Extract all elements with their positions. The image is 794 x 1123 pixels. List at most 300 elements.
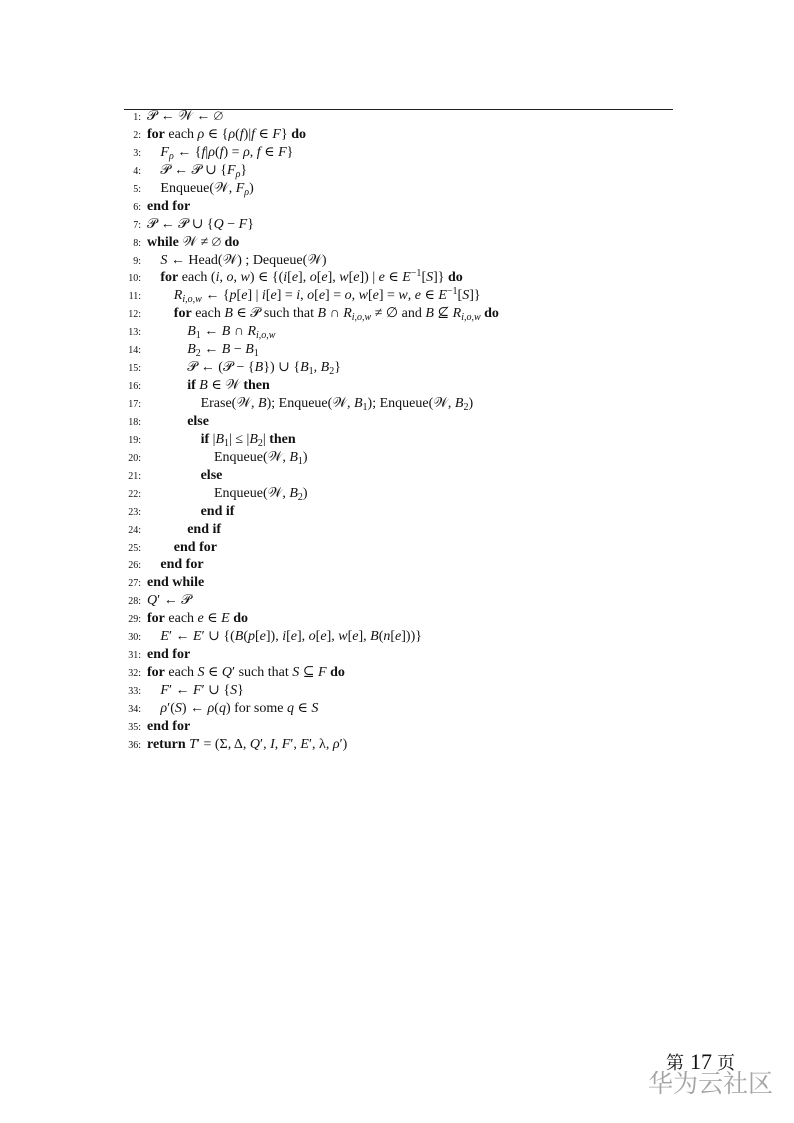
subscript: i,o,w (182, 294, 202, 306)
text-run: ( (214, 144, 220, 160)
text-run: } (240, 162, 248, 178)
math-variable: i (215, 270, 220, 286)
text-run: ← (200, 342, 222, 358)
text-run: ′, (290, 736, 301, 752)
math-variable: e (197, 611, 204, 627)
line-number: 21: (128, 470, 141, 482)
text-run: each (164, 126, 198, 142)
math-variable: p (248, 629, 255, 645)
line-code (201, 504, 235, 519)
line-number: 28: (128, 596, 141, 608)
math-variable: E (221, 611, 230, 627)
algorithm-line (100, 574, 700, 592)
line-number: 14: (128, 345, 141, 357)
text-run: ← Head(𝒲) ; Dequeue(𝒲) (167, 252, 327, 268)
math-variable: B (353, 396, 363, 411)
keyword: end for (147, 647, 191, 663)
line-code (214, 486, 308, 501)
text-run: ′ ← 𝒫 (157, 593, 192, 609)
page-number: 17 (690, 1049, 712, 1074)
math-variable: e (318, 288, 326, 304)
line-number: 34: (128, 703, 141, 715)
subscript: ρ (235, 168, 241, 180)
math-variable: B (289, 485, 298, 501)
text-run: ) (302, 485, 308, 501)
page-number-prefix: 第 (666, 1053, 684, 1074)
keyword: end for (147, 198, 191, 214)
math-variable: S (292, 665, 300, 681)
keyword: return (147, 736, 190, 752)
math-variable: n (383, 629, 391, 645)
text-run: ]))} (401, 629, 422, 645)
text-run: | (212, 431, 216, 447)
algorithm-line (100, 162, 700, 180)
algorithm-line (100, 646, 700, 664)
subscript: 1 (253, 348, 259, 360)
text-run: ]), (265, 629, 283, 645)
text-run: ] = (325, 288, 345, 304)
algorithm-line (100, 556, 700, 574)
subscript: 2 (257, 437, 263, 449)
subscript: i,o,w (351, 312, 372, 324)
text-run: ( (214, 700, 219, 716)
math-variable: o (344, 288, 352, 304)
subscript: 1 (195, 330, 201, 342)
text-run: ) (302, 449, 308, 465)
text-run: ≠ ∅ and (371, 306, 426, 322)
subscript: ρ (244, 186, 250, 198)
text-run: ← (200, 324, 222, 340)
subscript: 2 (329, 366, 335, 378)
line-number: 27: (128, 578, 141, 590)
subscript: i,o,w (461, 312, 481, 324)
line-code (147, 593, 191, 608)
math-variable: w (240, 270, 250, 286)
math-variable: E (160, 629, 169, 645)
text-run: | ≤ | (229, 431, 250, 447)
text-run: [ (390, 629, 396, 645)
subscript: 2 (195, 348, 201, 360)
algorithm-line (100, 126, 700, 144)
algorithm-line (100, 377, 700, 395)
text-run: ′ ← (168, 683, 194, 698)
text-run: ∈ (203, 611, 222, 627)
line-code (147, 611, 248, 626)
subscript: 1 (224, 437, 230, 449)
text-run: , (249, 144, 257, 160)
text-run: ]) | (359, 270, 379, 286)
line-number: 16: (128, 381, 141, 393)
algorithm-line (100, 736, 700, 754)
text-run: , (351, 288, 359, 304)
math-variable: Q (213, 216, 224, 232)
algorithm-line (100, 503, 700, 521)
algorithm-line (100, 252, 700, 270)
math-variable: e (352, 629, 359, 645)
line-number: 32: (128, 668, 141, 680)
line-code (147, 199, 190, 214)
text-run: [ (316, 270, 322, 286)
text-run: − (230, 342, 246, 358)
math-variable: R (452, 306, 462, 322)
math-variable: e (320, 629, 327, 645)
text-run: ′ such that (232, 665, 293, 681)
text-run: ], (326, 629, 339, 645)
text-run: ∈ (260, 144, 279, 160)
algorithm-line (100, 305, 700, 323)
text-run: [ (236, 288, 242, 304)
math-variable: ρ (228, 126, 236, 142)
math-variable: i (296, 288, 301, 304)
text-run: 𝒫 ← 𝒲 ← ∅ (147, 109, 224, 124)
text-run: ]} (433, 270, 448, 286)
text-run: 𝒫 ← (𝒫 − { (187, 360, 255, 376)
math-variable: F (238, 216, 248, 232)
math-variable: f (251, 126, 256, 142)
line-code (160, 145, 293, 160)
superscript: −1 (410, 268, 422, 280)
line-number: 25: (128, 542, 141, 554)
math-variable: B (300, 360, 309, 376)
line-number: 2: (133, 129, 141, 141)
math-variable: ρ (160, 700, 168, 716)
text-run: ( (243, 629, 248, 645)
line-code (147, 235, 239, 250)
keyword: if (187, 378, 200, 394)
text-run: Enqueue(𝒲, (214, 449, 290, 465)
text-run: 𝒫 ← 𝒫 ∪ { (160, 162, 228, 178)
text-run: [ (347, 629, 353, 645)
math-variable: Q (249, 736, 261, 752)
text-run: ∈ (255, 126, 273, 142)
line-code (160, 557, 203, 572)
text-run: , (300, 288, 308, 304)
algorithm-line (100, 359, 700, 377)
subscript: ρ (168, 150, 174, 162)
text-run: ) = (223, 144, 244, 160)
line-code (147, 127, 306, 142)
math-variable: p (229, 288, 237, 304)
algorithm-line (100, 395, 700, 413)
line-code (160, 270, 462, 285)
math-variable: R (343, 306, 352, 322)
line-number: 31: (128, 650, 141, 662)
math-variable: F (160, 144, 169, 160)
line-number: 8: (133, 237, 141, 249)
subscript: i,o,w (256, 330, 276, 342)
text-run: each (191, 306, 225, 322)
algorithm-line (100, 485, 700, 503)
line-code (160, 683, 243, 698)
line-code (173, 306, 499, 324)
math-variable: o (226, 270, 234, 286)
line-number: 7: (133, 219, 141, 231)
algorithm-line (100, 700, 700, 718)
keyword: do (229, 611, 248, 627)
algorithm-line (100, 521, 700, 539)
line-code (160, 181, 253, 196)
text-run: ← { (201, 288, 230, 304)
keyword: do (224, 234, 240, 250)
algorithm-line (100, 287, 700, 305)
subscript: 1 (308, 366, 314, 378)
text-run: [ (457, 288, 463, 304)
text-run: Erase(𝒲, (200, 396, 259, 411)
keyword: end while (147, 575, 205, 591)
text-run: ]} (469, 288, 481, 304)
math-variable: S (462, 288, 470, 304)
math-variable: F (193, 683, 202, 698)
line-number: 12: (128, 309, 141, 321)
line-number: 3: (133, 147, 141, 159)
keyword: do (480, 306, 499, 322)
math-variable: f (256, 144, 261, 160)
line-number: 15: (128, 363, 141, 375)
line-code (214, 450, 308, 465)
line-code (160, 253, 326, 268)
line-number: 4: (133, 165, 141, 177)
text-run: ], (327, 270, 340, 286)
math-variable: F (318, 665, 327, 681)
math-variable: ρ (207, 700, 215, 716)
math-variable: B (425, 306, 434, 322)
line-code (187, 414, 209, 429)
text-run: | (262, 431, 270, 447)
math-variable: R (173, 288, 183, 304)
line-code (201, 468, 223, 483)
text-run: ], (358, 629, 371, 645)
line-code (160, 163, 247, 178)
math-variable: B (258, 396, 267, 411)
math-variable: S (311, 700, 319, 716)
math-variable: B (187, 342, 196, 358)
line-code (147, 575, 204, 590)
math-variable: ρ (243, 144, 250, 160)
line-code (160, 629, 422, 644)
text-run: ← { (173, 144, 202, 160)
text-run: [ (315, 629, 321, 645)
algorithm-line (100, 718, 700, 736)
line-number: 36: (128, 739, 141, 751)
text-run: ∩ (230, 324, 248, 340)
text-run: ] | (247, 288, 262, 304)
math-variable: B (234, 629, 244, 645)
keyword: do (448, 270, 463, 286)
page-number-suffix: 页 (717, 1053, 735, 1074)
text-run: } (286, 144, 294, 160)
text-run: | (205, 144, 209, 160)
keyword: for (147, 126, 165, 142)
text-run: ); Enqueue(𝒲, (367, 396, 455, 411)
math-variable: S (426, 270, 434, 286)
text-run: ⊈ (433, 306, 453, 322)
text-run: )| (243, 126, 252, 142)
math-variable: w (339, 270, 349, 286)
math-variable: ρ (332, 736, 340, 752)
math-variable: B (245, 342, 254, 358)
keyword: for (147, 611, 165, 627)
algorithm-line (100, 539, 700, 557)
line-code (147, 647, 190, 662)
algorithm-line (100, 341, 700, 359)
algorithm-listing (100, 108, 700, 754)
line-number: 35: (128, 721, 141, 733)
algorithm-line (100, 323, 700, 341)
line-code (201, 396, 474, 411)
algorithm-line (100, 413, 700, 431)
keyword: end for (147, 718, 191, 734)
math-variable: E (300, 736, 309, 752)
math-variable: B (454, 396, 464, 411)
text-run: ], (297, 629, 309, 645)
keyword: for (173, 306, 192, 322)
text-run: } (237, 683, 244, 698)
algorithm-line (100, 108, 700, 126)
math-variable: T (189, 736, 197, 752)
line-code (147, 109, 223, 124)
text-run: ∈ 𝒫 such that (232, 306, 318, 322)
line-code (174, 540, 217, 555)
text-run: Enqueue(𝒲, (160, 180, 236, 196)
text-run: ∈ (420, 288, 439, 304)
math-variable: e (270, 288, 277, 304)
text-run: 𝒲 ≠ ∅ (178, 234, 225, 250)
math-variable: F (160, 683, 169, 698)
algorithm-line (100, 664, 700, 682)
text-run: ] = (276, 288, 297, 304)
text-run: ) (249, 180, 254, 196)
math-variable: f (201, 144, 206, 160)
keyword: do (326, 665, 345, 681)
keyword: end if (200, 503, 235, 519)
math-variable: f (219, 144, 224, 160)
line-code (147, 719, 190, 734)
text-run: [ (265, 288, 271, 304)
text-run: [ (286, 629, 291, 645)
math-variable: B (187, 324, 196, 340)
math-variable: B (199, 378, 208, 394)
math-variable: F (235, 180, 245, 196)
text-run: ′ ∪ { (201, 683, 231, 698)
algorithm-line (100, 610, 700, 628)
subscript: 2 (297, 491, 303, 503)
text-run: [ (255, 629, 260, 645)
algorithm-line (100, 198, 700, 216)
line-code (187, 324, 276, 342)
math-variable: e (291, 270, 299, 286)
text-run: each (164, 665, 198, 681)
algorithm-line (100, 144, 700, 162)
text-run: , (274, 736, 282, 752)
text-run: ′, λ, (308, 736, 333, 752)
math-variable: w (358, 288, 368, 304)
line-code (187, 360, 341, 378)
math-variable: B (317, 306, 327, 322)
text-run: ∈ (384, 270, 403, 286)
line-number: 29: (128, 614, 141, 626)
math-variable: ρ (208, 144, 215, 160)
text-run: , (233, 270, 241, 286)
math-variable: Q (147, 593, 158, 609)
line-number: 33: (128, 686, 141, 697)
math-variable: e (353, 270, 360, 286)
math-variable: S (160, 252, 168, 268)
line-number: 22: (128, 488, 141, 500)
algorithm-line (100, 449, 700, 467)
math-variable: B (370, 629, 379, 645)
keyword: if (200, 431, 213, 447)
superscript: −1 (446, 286, 458, 298)
text-run: [ (421, 270, 427, 286)
text-run: }) ∪ { (263, 360, 301, 376)
text-run: ] = (378, 288, 399, 304)
keyword: for (147, 665, 165, 681)
math-variable: R (247, 324, 256, 340)
line-number: 1: (133, 112, 141, 123)
keyword: for (160, 270, 179, 286)
text-run: ) ∈ {( (249, 270, 284, 286)
line-number: 17: (128, 399, 141, 410)
line-number: 26: (128, 560, 141, 572)
text-run: − (223, 216, 239, 232)
text-run: ∈ 𝒲 (207, 378, 244, 394)
math-variable: q (286, 700, 294, 716)
math-variable: i (261, 288, 266, 304)
text-run: ′ = (Σ, Δ, (196, 736, 250, 752)
line-number: 18: (128, 416, 141, 428)
line-code (201, 432, 296, 447)
algorithm-line (100, 467, 700, 485)
text-run: } (280, 126, 292, 142)
subscript: 1 (297, 455, 303, 467)
math-variable: e (321, 270, 328, 286)
math-variable: e (241, 288, 248, 304)
watermark: 华为云社区 (648, 1069, 774, 1098)
keyword: end for (173, 539, 217, 555)
math-variable: Q (221, 665, 233, 681)
math-variable: B (249, 431, 258, 447)
text-run: ( (235, 126, 240, 142)
text-run: ) for some (225, 700, 287, 716)
math-variable: E (402, 270, 411, 286)
text-run: ∈ (204, 665, 222, 681)
text-run: ∩ (326, 306, 344, 322)
keyword: end if (187, 521, 222, 537)
keyword: then (269, 431, 296, 447)
text-run: , (219, 270, 227, 286)
text-run: ( (378, 629, 384, 645)
math-variable: I (270, 736, 275, 752)
text-run: [ (367, 288, 373, 304)
text-run: Enqueue(𝒲, (214, 485, 290, 501)
algorithm-line (100, 216, 700, 234)
subscript: 1 (362, 402, 368, 413)
line-number: 11: (128, 291, 141, 303)
text-run: [ (314, 288, 319, 304)
math-variable: i (283, 270, 288, 286)
math-variable: F (272, 126, 281, 142)
keyword: end for (160, 557, 204, 573)
text-run: ′ ← (168, 629, 194, 645)
math-variable: E (193, 629, 202, 645)
line-number: 23: (128, 506, 141, 518)
algorithm-line (100, 180, 700, 198)
math-variable: B (320, 360, 330, 376)
math-variable: B (221, 324, 231, 340)
math-variable: B (289, 449, 298, 465)
text-run: ′( (167, 700, 175, 716)
text-run: ) (468, 396, 474, 411)
